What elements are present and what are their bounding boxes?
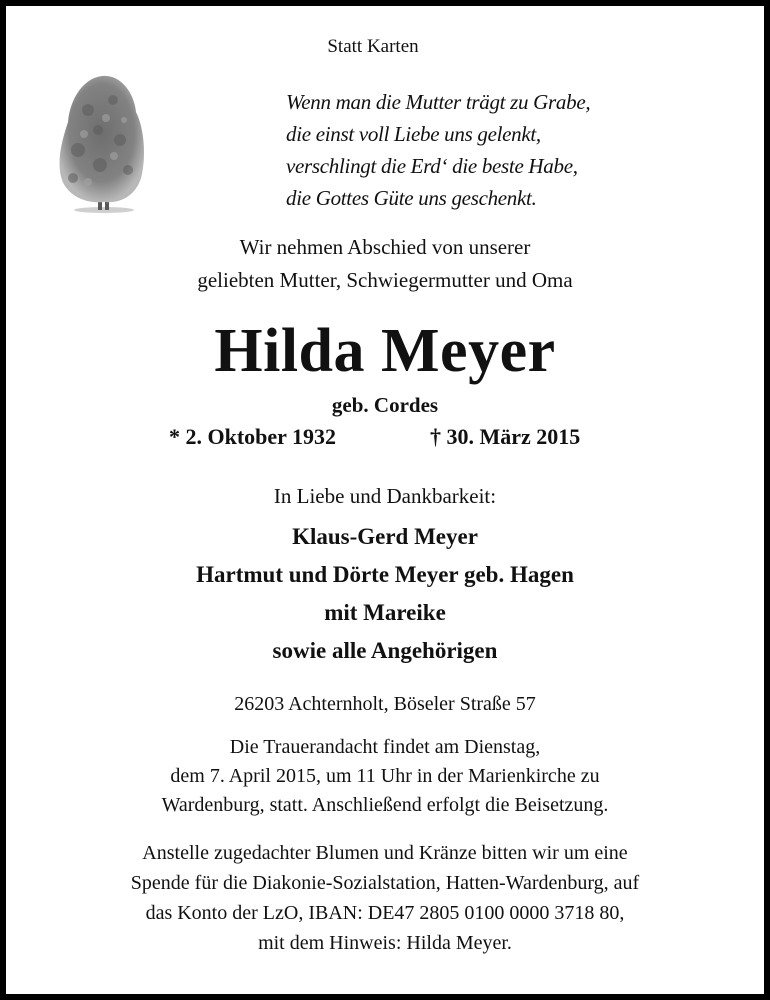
intro-line: Wir nehmen Abschied von unserer [239,235,531,259]
maiden-name: geb. Cordes [331,393,439,417]
mourners-intro: In Liebe und Dankbarkeit: [273,484,497,508]
mourner-name: mit Mareike [324,600,446,625]
death-date: † 30. März 2015 [430,424,581,449]
family-address: 26203 Achternholt, Böseler Straße 57 [234,693,536,715]
mourner-name: Klaus-Gerd Meyer [292,524,478,549]
deceased-name: Hilda Meyer [214,317,556,385]
mourner-name: Hartmut und Dörte Meyer geb. Hagen [196,562,574,587]
mourners-list [6,518,764,670]
mourner-name: sowie alle Angehörigen [272,638,498,663]
donation-line: Spende für die Diakonie-Sozialstation, Hatten-Wardenburg, auf [130,872,640,894]
donation-line: mit dem Hinweis: Hilda Meyer. [258,932,512,954]
intro-text [6,231,764,297]
intro-line: geliebten Mutter, Schwiegermutter und Oma [197,268,573,292]
poem [286,86,590,214]
poem-line: die Gottes Güte uns geschenkt. [286,186,537,210]
poem-line: verschlingt die Erd‘ die beste Habe, [286,154,578,178]
donation-line: Anstelle zugedachter Blumen und Kränze bitten wir um eine [142,842,628,864]
donation-line: das Konto der LzO, IBAN: DE47 2805 0100 0000 3718 80, [145,902,625,924]
poem-line: die einst voll Liebe uns gelenkt, [286,122,541,146]
service-line: Wardenburg, statt. Anschließend erfolgt die Beisetzung. [161,794,609,816]
service-line: Die Trauerandacht findet am Dienstag, [229,736,541,758]
service-line: dem 7. April 2015, um 11 Uhr in der Marienkirche zu [170,765,600,787]
header-title: Statt Karten [327,36,419,57]
birth-date: * 2. Oktober 1932 [169,424,337,449]
obituary-notice [6,6,764,994]
service-info [6,733,764,820]
tree-icon [58,70,146,216]
poem-line: Wenn man die Mutter trägt zu Grabe, [286,90,591,114]
donation-info [6,838,764,958]
